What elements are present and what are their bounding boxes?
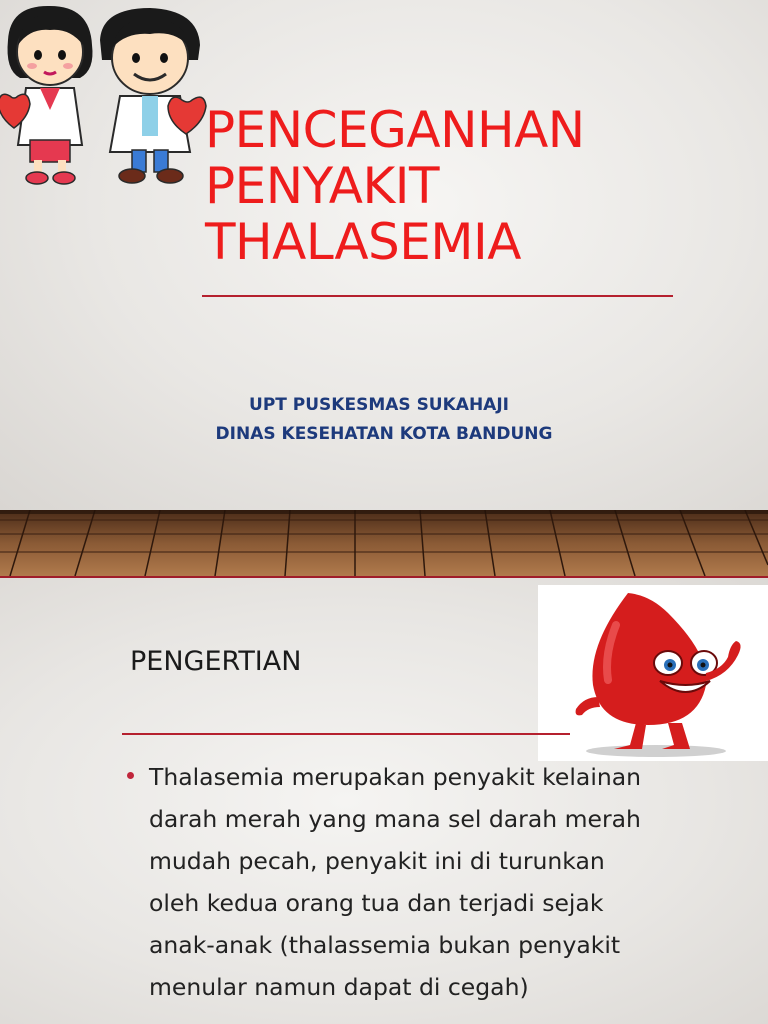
doctor-kids-illustration — [0, 0, 215, 190]
section-heading: PENGERTIAN — [130, 646, 302, 677]
definition-slide — [0, 576, 768, 1024]
girl-doctor-figure — [0, 6, 93, 184]
heading-divider-line — [122, 733, 570, 735]
title-line: PENYAKIT — [205, 157, 440, 215]
title-slide — [0, 0, 768, 510]
subtitle-department: DINAS KESEHATAN KOTA BANDUNG — [215, 424, 553, 444]
slide-title — [205, 102, 665, 270]
blood-drop-character-icon — [538, 585, 768, 761]
boy-doctor-figure — [100, 8, 206, 183]
title-line: PENCEGANHAN — [205, 101, 585, 159]
title-line: THALASEMIA — [205, 213, 521, 271]
bullet-dot-icon — [127, 772, 134, 779]
subtitle-organization: UPT PUSKESMAS SUKAHAJI — [249, 395, 509, 415]
bullet-item: Thalasemia merupakan penyakit kelainan darah merah yang mana sel darah merah mudah pecah, penyakit ini di turunkan oleh kedua orang tua dan terjadi sejak anak-anak (thalassemia bukan penyakit menular namun dapat di cegah) — [149, 763, 642, 1001]
wooden-floor-divider — [0, 510, 768, 576]
title-divider-line — [202, 295, 673, 297]
blood-drop-illustration — [538, 585, 768, 761]
